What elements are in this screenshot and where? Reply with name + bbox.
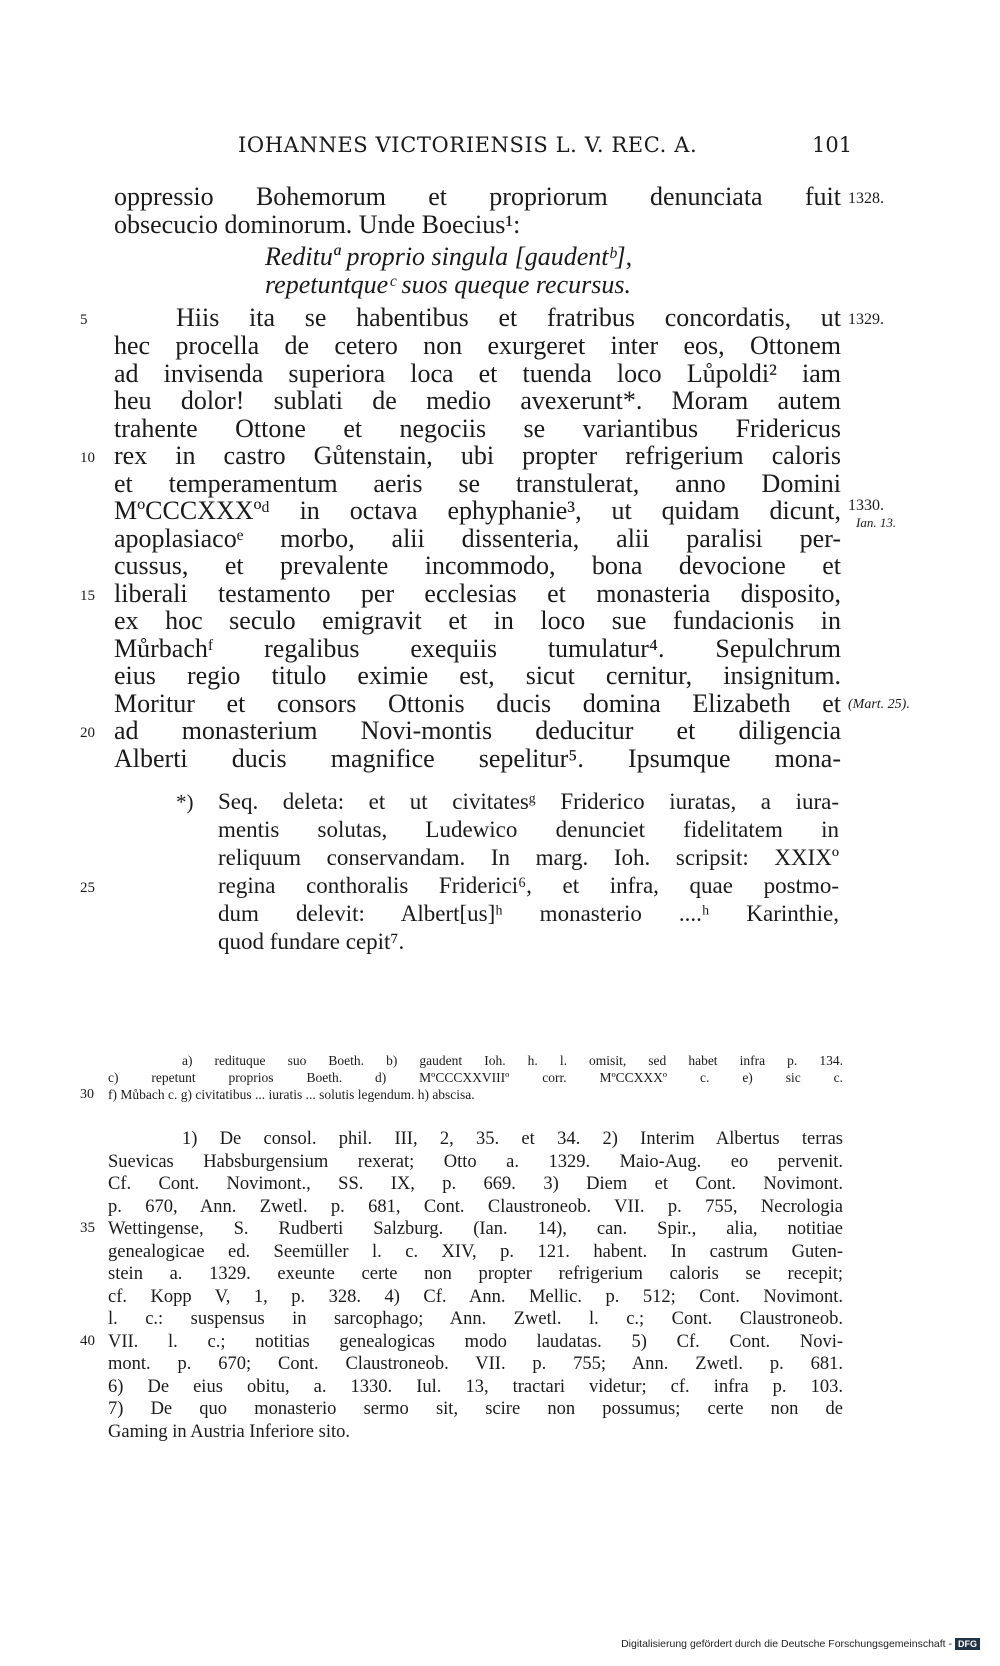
- note-line: l. c.: suspensus in sarcophago; Ann. Zwetl. l. c.; Cont. Claustroneob.: [108, 1309, 843, 1329]
- note-line: Gaming in Austria Inferiore sito.: [108, 1422, 350, 1442]
- note-line: VII. l. c.; notitias genealogicas modo laudatas. 5) Cf. Cont. Novi-: [108, 1332, 843, 1352]
- text-line: eius regio titulo eximie est, sicut cernitur, insignitum.: [114, 661, 841, 690]
- note-line: cf. Kopp V, 1, p. 328. 4) Cf. Ann. Mellic. p. 512; Cont. Novimont.: [108, 1287, 843, 1307]
- star-note-line: mentis solutas, Ludewico denunciet fidelitatem in: [218, 817, 839, 842]
- margin-date: 1328.: [848, 190, 884, 207]
- text-line: obsecucio dominorum. Unde Boecius¹:: [114, 210, 521, 239]
- dfg-logo: DFG: [955, 1638, 980, 1650]
- text-line: cussus, et prevalente incommodo, bona devocione et: [114, 551, 841, 580]
- text-line: heu dolor! sublati de medio avexerunt*. Moram autem: [114, 386, 841, 415]
- star-note-line: quod fundare cepit⁷.: [218, 929, 405, 954]
- text-line: Moritur et consors Ottonis ducis domina Elizabeth et: [114, 689, 841, 718]
- margin-date: (Mart. 25).: [848, 697, 910, 712]
- line-number: 30: [80, 1087, 94, 1102]
- note-line: 6) De eius obitu, a. 1330. Iul. 13, tractari videtur; cf. infra p. 103.: [108, 1377, 843, 1397]
- star-note-line: reliquum conservandam. In marg. Ioh. scripsit: XXIXº: [218, 845, 839, 870]
- text-line: Alberti ducis magnifice sepelitur⁵. Ipsumque mona-: [114, 744, 841, 773]
- star-note-line: regina conthoralis Friderici⁶, et infra, quae postmo-: [218, 873, 839, 898]
- note-line: stein a. 1329. exeunte certe non propter refrigerium caloris se recepit;: [108, 1264, 843, 1284]
- running-title: IOHANNES VICTORIENSIS L. V. REC. A.: [238, 133, 698, 157]
- margin-date: 1329.: [848, 311, 884, 328]
- variant-line: c) repetunt proprios Boeth. d) MºCCCXXVIIIº corr. MºCCXXXº c. e) sic c.: [108, 1070, 843, 1085]
- line-number: 15: [80, 588, 95, 604]
- text-line: ex hoc seculo emigravit et in loco sue fundacionis in: [114, 606, 841, 635]
- text-line: Můrbachᶠ regalibus exequiis tumulatur⁴. Sepulchrum: [114, 634, 841, 663]
- text-line: Hiis ita se habentibus et fratribus concordatis, ut: [176, 303, 841, 332]
- text-line: oppressio Bohemorum et propriorum denunciata fuit: [114, 182, 841, 211]
- note-line: Suevicas Habsburgensium rexerat; Otto a. 1329. Maio-Aug. eo pervenit.: [108, 1152, 843, 1172]
- text-line: trahente Ottone et negociis se variantibus Fridericus: [114, 414, 841, 443]
- page-number: 101: [812, 133, 853, 157]
- text-line: hec procella de cetero non exurgeret inter eos, Ottonem: [114, 331, 841, 360]
- line-number: 40: [80, 1333, 95, 1349]
- footer-text: Digitalisierung gefördert durch die Deutsche Forschungsgemeinschaft -: [621, 1637, 952, 1650]
- text-line: apoplasiacoᵉ morbo, alii dissenteria, alii paralisi per-: [114, 524, 841, 553]
- note-line: 1) De consol. phil. III, 2, 35. et 34. 2) Interim Albertus terras: [182, 1129, 843, 1149]
- note-line: 7) De quo monasterio sermo sit, scire non possumus; certe non de: [108, 1399, 843, 1419]
- text-line: liberali testamento per ecclesias et monasteria disposito,: [114, 579, 841, 608]
- star-note-line: Seq. deleta: et ut civitatesᵍ Friderico iuratas, a iura-: [218, 789, 839, 814]
- note-line: mont. p. 670; Cont. Claustroneob. VII. p. 755; Ann. Zwetl. p. 681.: [108, 1354, 843, 1374]
- margin-date: Ian. 13.: [856, 515, 897, 530]
- quote-line: Redituª proprio singula [gaudentᵇ],: [265, 242, 633, 271]
- variant-line: f) Můbach c. g) civitatibus ... iuratis ... solutis legendum. h) abscisa.: [108, 1087, 475, 1102]
- quote-line: repetuntqueᶜ suos queque recursus.: [265, 270, 631, 299]
- text-line: MºCCCXXXºᵈ in octava ephyphanie³, ut quidam dicunt,: [114, 496, 841, 525]
- line-number: 10: [80, 450, 95, 466]
- text-line: ad invisenda superiora loca et tuenda loco Lůpoldi² iam: [114, 359, 841, 388]
- line-number: 25: [80, 880, 95, 896]
- line-number: 20: [80, 725, 95, 741]
- line-number: 35: [80, 1220, 95, 1236]
- note-line: Wettingense, S. Rudberti Salzburg. (Ian. 14), can. Spir., alia, notitiae: [108, 1219, 843, 1239]
- text-line: et temperamentum aeris se transtulerat, anno Domini: [114, 469, 841, 498]
- margin-date: 1330.: [848, 497, 884, 514]
- star-note-line: dum delevit: Albert[us]ʰ monasterio ....ʰ Karinthie,: [218, 901, 839, 926]
- note-line: p. 670, Ann. Zwetl. p. 681, Cont. Claustroneob. VII. p. 755, Necrologia: [108, 1197, 843, 1217]
- text-line: rex in castro Gůtenstain, ubi propter refrigerium caloris: [114, 441, 841, 470]
- text-line: ad monasterium Novi-montis deducitur et diligencia: [114, 716, 841, 745]
- footer-credit: [621, 1638, 980, 1650]
- star-note-marker: *): [176, 790, 194, 814]
- variant-line: a) redituque suo Boeth. b) gaudent Ioh. h. l. omisit, sed habet infra p. 134.: [182, 1053, 843, 1068]
- note-line: genealogicae ed. Seemüller l. c. XIV, p. 121. habent. In castrum Guten-: [108, 1242, 843, 1262]
- note-line: Cf. Cont. Novimont., SS. IX, p. 669. 3) Diem et Cont. Novimont.: [108, 1174, 843, 1194]
- line-number: 5: [80, 312, 88, 328]
